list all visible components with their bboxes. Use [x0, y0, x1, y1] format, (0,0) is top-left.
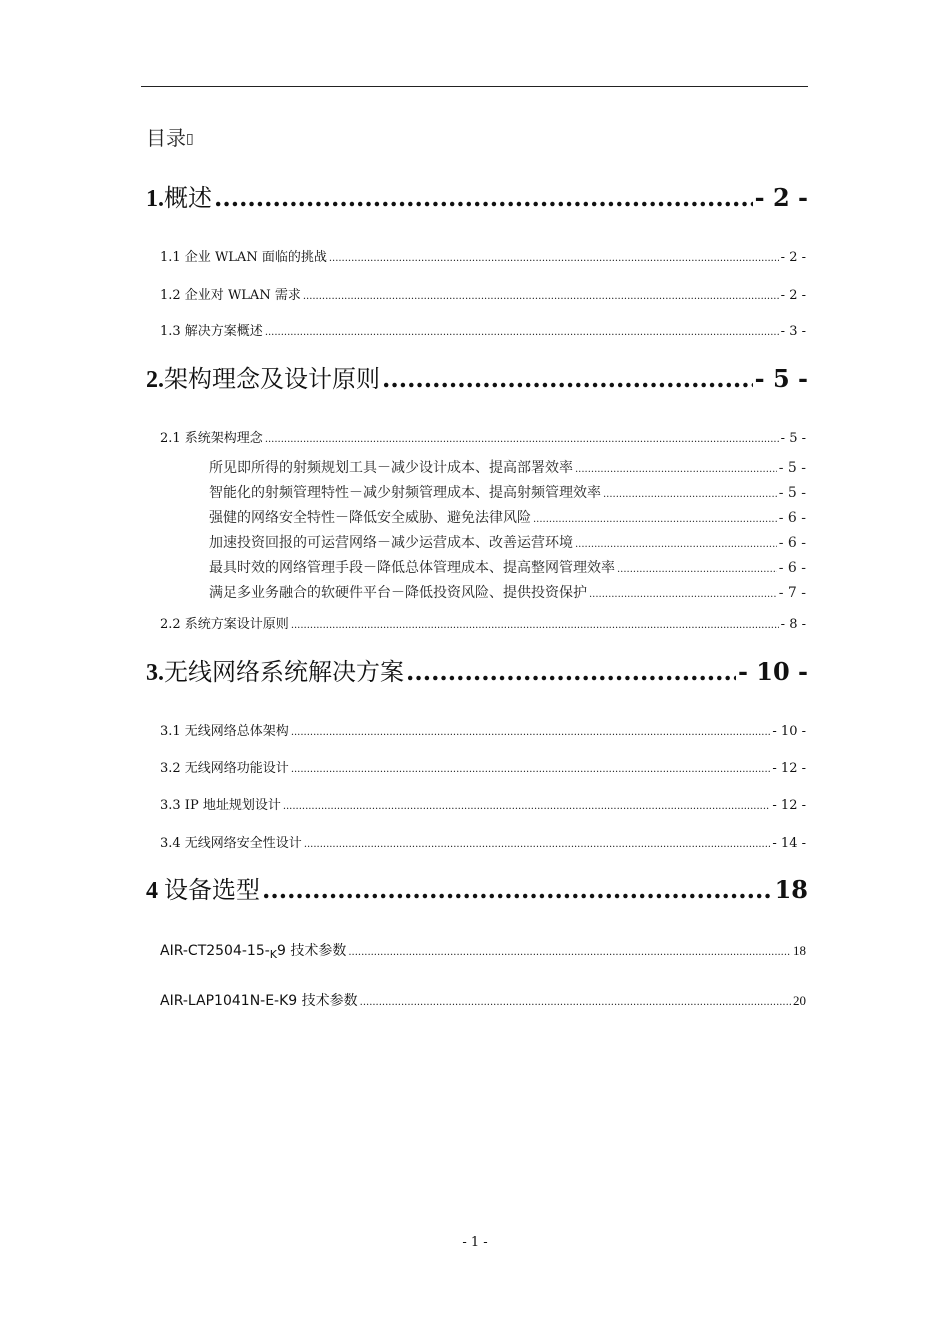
page-number: - 3 -	[780, 324, 806, 339]
toc-entry-3-1[interactable]	[160, 720, 806, 739]
dot-leader	[382, 364, 753, 393]
dot-leader	[262, 875, 773, 904]
dot-leader	[214, 183, 753, 212]
entry-title: 加速投资回报的可运营网络－减少运营成本、改善运营环境	[209, 535, 573, 551]
dot-leader	[575, 539, 777, 550]
entry-title: 2.1 系统架构理念	[160, 431, 263, 446]
page-number: - 10 -	[772, 724, 806, 739]
entry-title: 最具时效的网络管理手段－降低总体管理成本、提高整网管理效率	[209, 560, 615, 576]
dot-leader	[291, 620, 779, 631]
entry-title: 3.1 无线网络总体架构	[160, 724, 289, 739]
page-number: - 5 -	[754, 364, 808, 393]
page-footer: - 1 -	[462, 1235, 488, 1250]
toc-entry-1-3[interactable]	[160, 320, 806, 339]
dot-leader	[533, 514, 777, 525]
page-number: - 5 -	[780, 431, 806, 446]
page-number: - 2 -	[780, 288, 806, 303]
toc-entry-4-1[interactable]	[160, 940, 806, 961]
section-number: 4	[146, 878, 164, 904]
entry-title: AIR-$CT2504-15-_K9$ 技术参数	[160, 943, 347, 961]
page-number: 20	[793, 993, 806, 1008]
dot-leader	[575, 464, 777, 475]
dot-leader	[303, 291, 779, 302]
page-number: - 14 -	[772, 836, 806, 851]
section-number: 2.	[146, 367, 164, 393]
dot-leader	[283, 801, 771, 812]
toc-entry-1-2[interactable]	[160, 284, 806, 303]
toc-entry-2-2[interactable]	[160, 613, 806, 632]
entry-title: 所见即所得的射频规划工具－减少设计成本、提高部署效率	[209, 460, 573, 476]
page-number: - 5 -	[778, 485, 806, 501]
page-number: 18	[774, 875, 808, 904]
toc-entry-2-1-e[interactable]	[209, 557, 806, 577]
entry-title: 1.3 解决方案概述	[160, 324, 263, 339]
page-number: - 12 -	[772, 798, 806, 813]
section-title: 设备选型	[164, 876, 260, 904]
entry-title: 1.2 企业对 WLAN 需求	[160, 288, 301, 303]
entry-title: AIR-LAP1041N-E-K9 技术参数	[160, 993, 358, 1009]
dot-leader	[603, 489, 777, 500]
dot-leader	[589, 589, 777, 600]
page-number: - 2 -	[780, 250, 806, 265]
page-number: - 10 -	[737, 657, 808, 686]
toc-entry-3-2[interactable]	[160, 757, 806, 776]
toc-entry-2-1-f[interactable]	[209, 582, 806, 602]
entry-title: 3.3 IP 地址规划设计	[160, 798, 281, 813]
dot-leader	[406, 657, 736, 686]
dot-leader	[360, 997, 791, 1008]
entry-title: 智能化的射频管理特性－减少射频管理成本、提高射频管理效率	[209, 485, 601, 501]
toc-section-2[interactable]	[146, 359, 808, 394]
page-number: - 6 -	[778, 560, 806, 576]
toc-entry-1-1[interactable]	[160, 246, 806, 265]
toc-entry-2-1-c[interactable]	[209, 507, 806, 527]
dot-leader	[329, 253, 779, 264]
section-title: 概述	[164, 184, 212, 212]
toc-section-4[interactable]	[146, 870, 808, 905]
entry-title: 2.2 系统方案设计原则	[160, 617, 289, 632]
toc-entry-2-1-a[interactable]	[209, 457, 806, 477]
page-number: - 7 -	[778, 585, 806, 601]
header-rule	[141, 86, 808, 87]
toc-section-3[interactable]	[146, 652, 808, 687]
dot-leader	[291, 727, 771, 738]
toc-entry-2-1-d[interactable]	[209, 532, 806, 552]
toc-title: 目录▯	[146, 126, 194, 150]
page-number: 18	[793, 943, 806, 958]
dot-leader	[304, 839, 771, 850]
page-number: - 6 -	[778, 535, 806, 551]
entry-title: 满足多业务融合的软硬件平台－降低投资风险、提供投资保护	[209, 585, 587, 601]
entry-title: 3.2 无线网络功能设计	[160, 761, 289, 776]
toc-section-1[interactable]	[146, 178, 808, 213]
page-number: - 2 -	[754, 183, 808, 212]
dot-leader	[291, 764, 771, 775]
section-number: 1.	[146, 186, 164, 212]
page-number: - 12 -	[772, 761, 806, 776]
page-number: - 8 -	[780, 617, 806, 632]
dot-leader	[265, 434, 779, 445]
page-number: - 5 -	[778, 460, 806, 476]
dot-leader	[348, 947, 791, 958]
entry-title: 1.1 企业 WLAN 面临的挑战	[160, 250, 327, 265]
entry-title: 强健的网络安全特性－降低安全威胁、避免法律风险	[209, 510, 531, 526]
dot-leader	[617, 564, 777, 575]
section-title: 架构理念及设计原则	[164, 365, 380, 393]
toc-entry-2-1-b[interactable]	[209, 482, 806, 502]
toc-entry-2-1[interactable]	[160, 427, 806, 446]
toc-entry-3-3[interactable]	[160, 794, 806, 813]
page-number: - 6 -	[778, 510, 806, 526]
toc-entry-4-2[interactable]	[160, 990, 806, 1010]
section-title: 无线网络系统解决方案	[164, 658, 404, 686]
dot-leader	[265, 327, 779, 338]
section-number: 3.	[146, 660, 164, 686]
toc-entry-3-4[interactable]	[160, 832, 806, 851]
entry-title: 3.4 无线网络安全性设计	[160, 836, 302, 851]
